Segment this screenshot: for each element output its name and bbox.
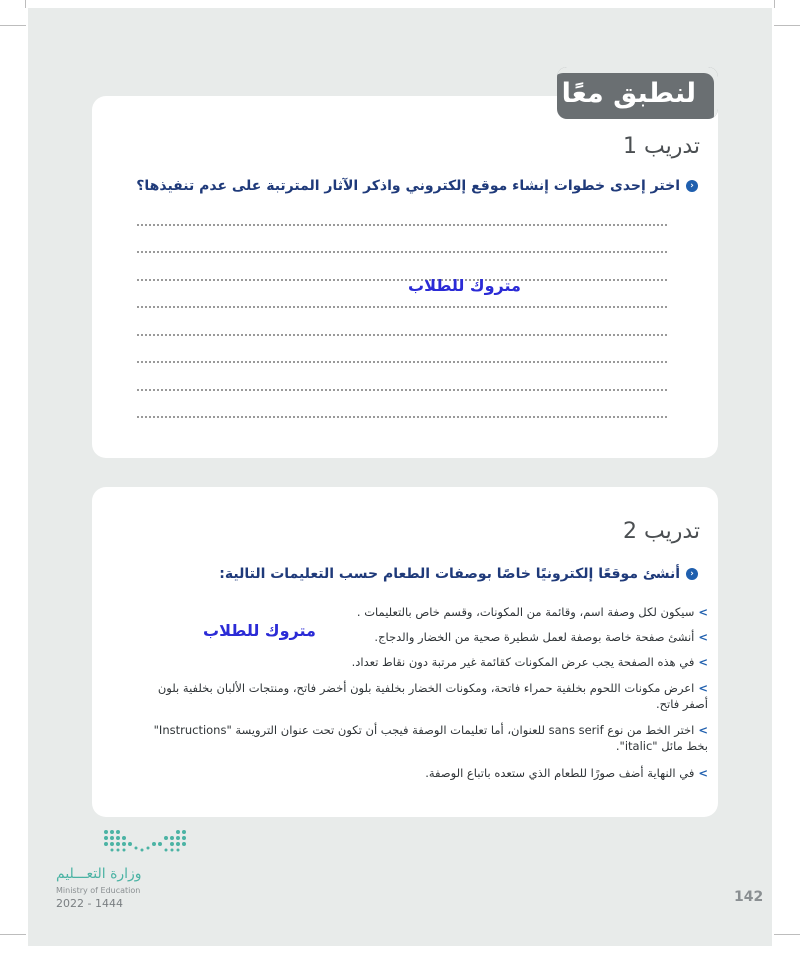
answer-line	[137, 361, 667, 363]
answer-line	[137, 306, 667, 308]
instruction-item	[148, 680, 708, 712]
crop-mark	[774, 934, 800, 935]
crop-mark	[774, 0, 775, 8]
crop-mark	[0, 934, 26, 935]
answer-line	[137, 224, 667, 226]
ministry-name-english: Ministry of Education	[56, 886, 141, 895]
exercise-2-title: تدريب 2	[622, 519, 700, 544]
instruction-text: سيكون لكل وصفة اسم، وقائمة من المكونات، وقسم خاص بالتعليمات .	[356, 605, 695, 619]
page-number: 142	[734, 889, 764, 905]
instruction-text: اختر الخط من نوع sans serif للعنوان، أما تعليمات الوصفة فيجب أن تكون تحت عنوان الترويسة "Instructions" بخط مائل "italic".	[153, 723, 708, 753]
chevron-left-icon: >	[698, 723, 708, 737]
edition-year: 2022 - 1444	[56, 897, 123, 910]
exercise-1-question	[136, 178, 698, 194]
crop-mark	[774, 25, 800, 26]
instruction-text: في النهاية أضف صورًا للطعام الذي ستعده باتباع الوصفة.	[425, 766, 695, 780]
banner-title: لنطبق معًا	[561, 78, 696, 109]
exercise-2-answer-note: متروك للطلاب	[203, 621, 316, 640]
instruction-item	[148, 654, 708, 670]
ministry-logo	[100, 826, 190, 862]
chevron-left-icon: >	[698, 766, 708, 780]
answer-line	[137, 416, 667, 418]
exercise-2-question	[219, 566, 698, 582]
answer-line	[137, 334, 667, 336]
exercise-1-answer-note: متروك للطلاب	[408, 276, 521, 295]
instruction-item	[148, 604, 708, 620]
instruction-item	[148, 765, 708, 781]
circle-chevron-icon: ‹	[686, 180, 698, 192]
chevron-left-icon: >	[698, 681, 708, 695]
instruction-text: أنشئ صفحة خاصة بوصفة لعمل شطيرة صحية من الخضار والدجاج.	[374, 630, 695, 644]
instruction-text: في هذه الصفحة يجب عرض المكونات كقائمة غير مرتبة دون نقاط تعداد.	[351, 655, 695, 669]
answer-line	[137, 389, 667, 391]
instruction-item	[148, 722, 708, 754]
answer-line	[137, 251, 667, 253]
exercise-1-title: تدريب 1	[622, 134, 700, 159]
chevron-left-icon: >	[698, 630, 708, 644]
exercise-1-question-text: اختر إحدى خطوات إنشاء موقع إلكتروني واذكر الآثار المترتبة على عدم تنفيذها؟	[136, 178, 680, 194]
answer-line	[137, 279, 667, 281]
instruction-item	[148, 629, 708, 645]
chevron-left-icon: >	[698, 605, 708, 619]
ministry-name-arabic: وزارة التعـــليم	[56, 866, 142, 882]
crop-mark	[25, 0, 26, 8]
circle-chevron-icon: ‹	[686, 568, 698, 580]
crop-mark	[0, 25, 26, 26]
chevron-left-icon: >	[698, 655, 708, 669]
exercise-2-question-text: أنشئ موقعًا إلكترونيًا خاصًا بوصفات الطعام حسب التعليمات التالية:	[219, 566, 680, 582]
instruction-text: اعرض مكونات اللحوم بخلفية حمراء فاتحة، ومكونات الخضار بخلفية بلون أخضر فاتح، ومنتجات الألبان بخلفية بلون أصفر فاتح.	[157, 681, 708, 711]
